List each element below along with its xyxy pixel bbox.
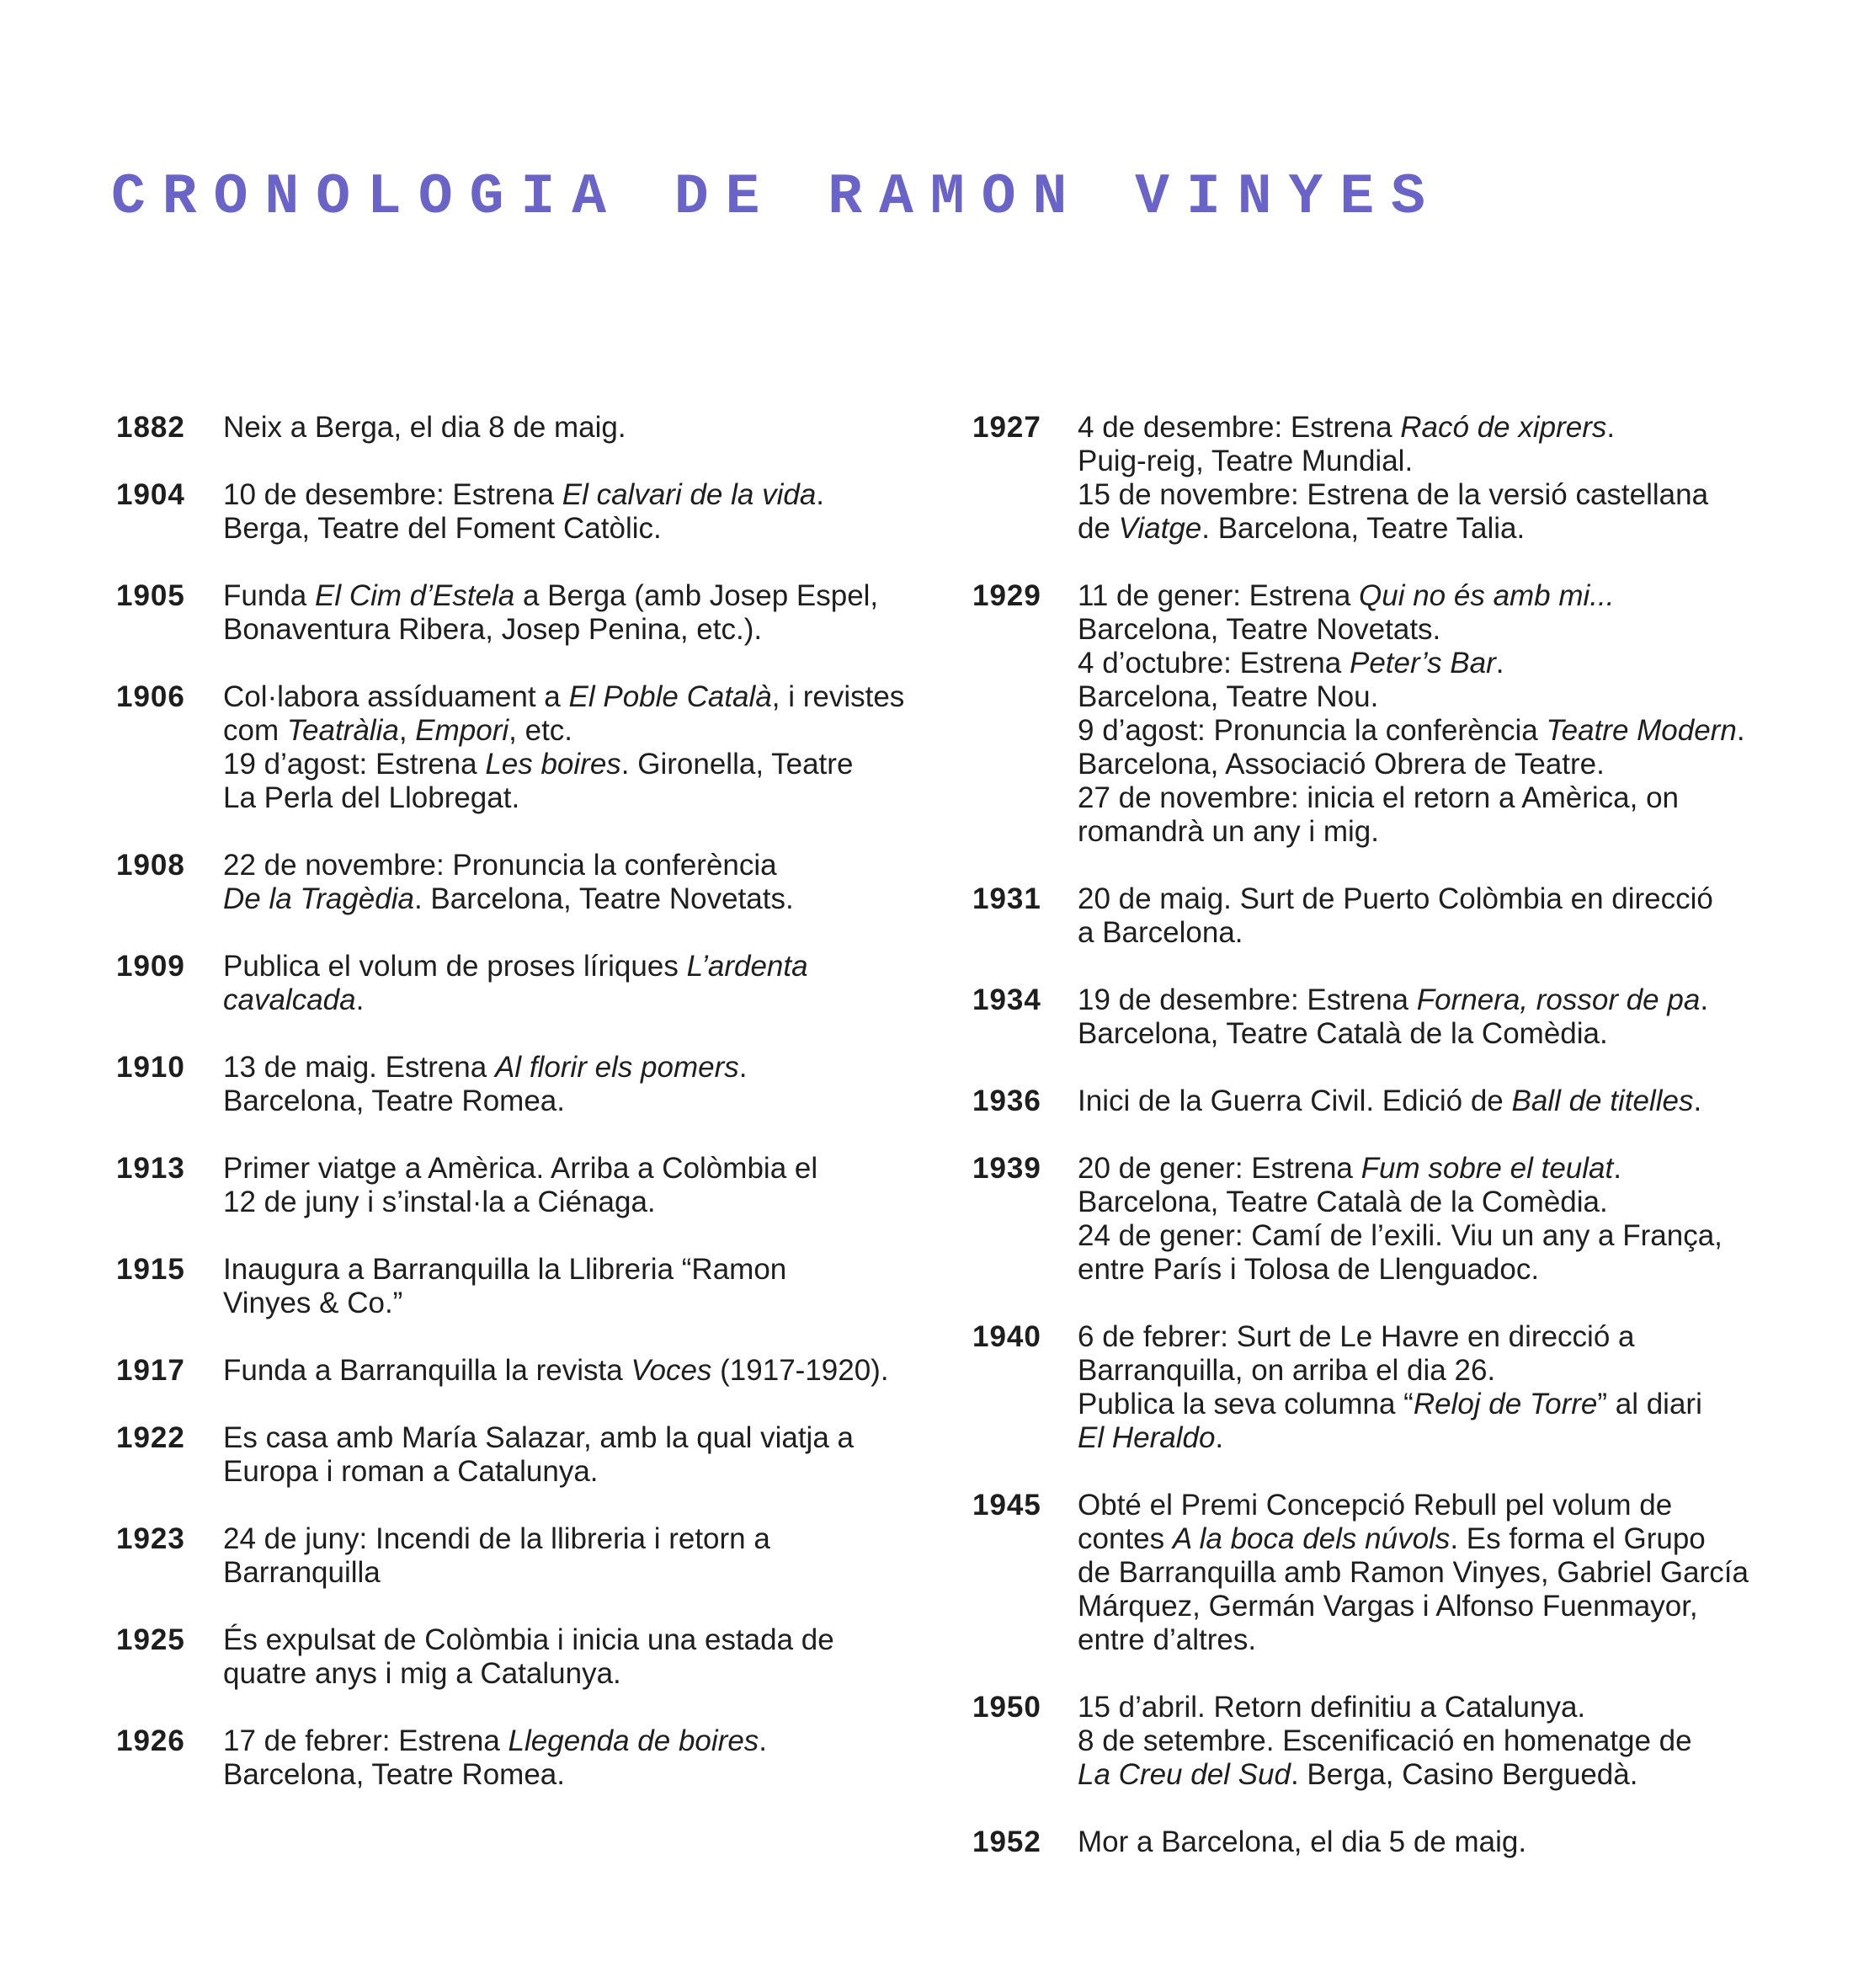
timeline-entry — [116, 1724, 941, 1792]
description-line — [1078, 1354, 1772, 1388]
description-line — [1078, 1017, 1772, 1051]
description-line — [1078, 1152, 1772, 1186]
text-segment: 27 de novembre: inicia el retorn a Amèrica, on — [1078, 781, 1679, 814]
text-segment: . — [355, 983, 365, 1016]
entry-description — [223, 1724, 941, 1792]
entry-description — [223, 1051, 941, 1118]
text-segment: 12 de juny i s’instal·la a Ciénaga. — [223, 1186, 656, 1218]
timeline-entry — [972, 1825, 1772, 1859]
work-title: A la boca dels núvols — [1172, 1522, 1451, 1555]
description-line — [223, 613, 941, 647]
text-segment: Barcelona, Teatre Català de la Comèdia. — [1078, 1017, 1608, 1050]
text-segment: Bonaventura Ribera, Josep Penina, etc.). — [223, 613, 763, 646]
text-segment: Mor a Barcelona, el dia 5 de maig. — [1078, 1825, 1527, 1858]
text-segment: Barcelona, Teatre Català de la Comèdia. — [1078, 1186, 1608, 1218]
text-segment: Inici de la Guerra Civil. Edició de — [1078, 1085, 1512, 1117]
text-segment: Barcelona, Associació Obrera de Teatre. — [1078, 748, 1605, 781]
text-segment: 22 de novembre: Pronuncia la conferència — [223, 849, 777, 882]
work-title: Ball de titelles — [1511, 1085, 1694, 1117]
text-segment: ” al diari — [1597, 1388, 1702, 1420]
description-line — [1078, 714, 1772, 748]
text-segment: 19 d’agost: Estrena — [223, 748, 486, 781]
work-title: L’ardenta — [686, 950, 808, 983]
entry-year: 1926 — [116, 1724, 185, 1757]
entry-year: 1922 — [116, 1421, 185, 1454]
description-line — [223, 1556, 941, 1590]
timeline-entry — [116, 1522, 941, 1590]
timeline-entry — [972, 1152, 1772, 1287]
entry-year: 1927 — [972, 411, 1041, 444]
work-title: Teatre Modern — [1546, 714, 1737, 747]
entry-year: 1906 — [116, 680, 185, 713]
text-segment: Publica el volum de proses líriques — [223, 950, 687, 983]
entry-description — [1078, 1320, 1772, 1455]
entry-year: 1931 — [972, 882, 1041, 915]
work-title: Fornera, rossor de pa — [1416, 983, 1701, 1016]
entry-description — [1078, 1152, 1772, 1287]
description-line — [223, 411, 941, 445]
description-line — [223, 1623, 941, 1657]
work-title: El Poble Català — [568, 680, 772, 713]
description-line — [223, 1186, 941, 1219]
description-line — [223, 1421, 941, 1455]
text-segment: . — [1700, 983, 1709, 1016]
timeline-entry — [972, 882, 1772, 950]
description-line — [223, 849, 941, 882]
description-line — [223, 1657, 941, 1691]
work-title: El Cim d’Estela — [314, 579, 515, 612]
text-segment: contes — [1078, 1522, 1173, 1555]
entry-year: 1904 — [116, 478, 185, 511]
work-title: La Creu del Sud — [1078, 1758, 1291, 1791]
timeline-right-column — [972, 411, 1772, 1893]
timeline-entry — [116, 411, 941, 445]
work-title: El calvari de la vida — [562, 478, 817, 511]
text-segment: de Barranquilla amb Ramon Vinyes, Gabriel García — [1078, 1556, 1749, 1589]
text-segment: com — [223, 714, 287, 747]
timeline-entry — [116, 1253, 941, 1320]
entry-description — [223, 680, 941, 815]
description-line — [223, 1085, 941, 1118]
text-segment: 4 de desembre: Estrena — [1078, 411, 1401, 444]
entry-description — [223, 579, 941, 647]
entry-year: 1925 — [116, 1623, 185, 1656]
timeline-entry — [972, 1691, 1772, 1792]
timeline-entry — [116, 680, 941, 815]
work-title: El Heraldo — [1078, 1421, 1216, 1454]
text-segment: 10 de desembre: Estrena — [223, 478, 562, 511]
description-line — [1078, 1085, 1772, 1118]
entry-year: 1915 — [116, 1253, 185, 1286]
entry-description — [1078, 579, 1772, 849]
text-segment: . Gironella, Teatre — [620, 748, 854, 781]
work-title: Al florir els pomers — [494, 1051, 739, 1084]
timeline-entry — [116, 1421, 941, 1489]
text-segment: . Barcelona, Teatre Novetats. — [413, 882, 794, 915]
text-segment: La Perla del Llobregat. — [223, 781, 520, 814]
description-line — [1078, 411, 1772, 445]
entry-description — [223, 1421, 941, 1489]
timeline-entry — [116, 1354, 941, 1388]
description-line — [223, 882, 941, 916]
page-title: CRONOLOGIA DE RAMON VINYES — [111, 165, 1442, 230]
text-segment: Obté el Premi Concepció Rebull pel volum de — [1078, 1489, 1673, 1522]
text-segment: 8 de setembre. Escenificació en homenatge de — [1078, 1724, 1692, 1757]
timeline-entry — [972, 1085, 1772, 1118]
text-segment: 20 de gener: Estrena — [1078, 1152, 1361, 1185]
text-segment: 17 de febrer: Estrena — [223, 1724, 509, 1757]
description-line — [1078, 882, 1772, 916]
work-title: Fum sobre el teulat — [1360, 1152, 1614, 1185]
text-segment: Es casa amb María Salazar, amb la qual viatja a — [223, 1421, 854, 1454]
text-segment: , etc. — [509, 714, 573, 747]
text-segment: Barcelona, Teatre Nou. — [1078, 680, 1379, 713]
entry-year: 1910 — [116, 1051, 185, 1084]
text-segment: 15 de novembre: Estrena de la versió castellana — [1078, 478, 1709, 511]
entry-year: 1917 — [116, 1354, 185, 1387]
text-segment: Primer viatge a Amèrica. Arriba a Colòmbia el — [223, 1152, 818, 1185]
description-line — [1078, 1219, 1772, 1253]
description-line — [1078, 1186, 1772, 1219]
timeline-entry — [116, 579, 941, 647]
timeline-entry — [972, 579, 1772, 849]
description-line — [223, 1724, 941, 1758]
description-line — [223, 983, 941, 1017]
entry-year: 1913 — [116, 1152, 185, 1185]
description-line — [223, 1287, 941, 1320]
entry-year: 1882 — [116, 411, 185, 444]
entry-description — [223, 1253, 941, 1320]
entry-description — [223, 478, 941, 546]
text-segment: Vinyes & Co.” — [223, 1287, 403, 1319]
description-line — [1078, 680, 1772, 714]
description-line — [223, 714, 941, 748]
text-segment: 19 de desembre: Estrena — [1078, 983, 1417, 1016]
work-title: cavalcada — [223, 983, 356, 1016]
entry-year: 1929 — [972, 579, 1041, 612]
entry-year: 1934 — [972, 983, 1041, 1016]
description-line — [1078, 445, 1772, 478]
work-title: Voces — [631, 1354, 712, 1387]
timeline-entry — [116, 1051, 941, 1118]
text-segment: de — [1078, 512, 1119, 545]
text-segment: . — [1693, 1085, 1702, 1117]
work-title: Qui no és amb mi... — [1359, 579, 1615, 612]
text-segment: 13 de maig. Estrena — [223, 1051, 495, 1084]
work-title: Peter’s Bar — [1349, 647, 1496, 680]
text-segment: . — [816, 478, 825, 511]
description-line — [1078, 1758, 1772, 1792]
text-segment: , — [398, 714, 416, 747]
text-segment: a Barcelona. — [1078, 916, 1243, 949]
description-line — [1078, 983, 1772, 1017]
timeline-entry — [116, 1152, 941, 1219]
text-segment: . — [738, 1051, 748, 1084]
entry-description — [223, 1623, 941, 1691]
description-line — [223, 781, 941, 815]
description-line — [223, 748, 941, 781]
timeline-entry — [972, 411, 1772, 546]
text-segment: romandrà un any i mig. — [1078, 815, 1379, 848]
description-line — [223, 1152, 941, 1186]
description-line — [1078, 1320, 1772, 1354]
text-segment: (1917-1920). — [711, 1354, 889, 1387]
entry-description — [1078, 1825, 1772, 1859]
entry-description — [1078, 983, 1772, 1051]
entry-year: 1950 — [972, 1691, 1041, 1724]
text-segment: Barcelona, Teatre Romea. — [223, 1085, 565, 1117]
text-segment: entre d’altres. — [1078, 1623, 1257, 1656]
work-title: Les boires — [485, 748, 621, 781]
description-line — [223, 950, 941, 983]
text-segment: . Es forma el Grupo — [1450, 1522, 1706, 1555]
description-line — [1078, 1421, 1772, 1455]
description-line — [1078, 781, 1772, 815]
timeline-left-column — [116, 411, 941, 1825]
text-segment: 24 de juny: Incendi de la llibreria i retorn a — [223, 1522, 770, 1555]
work-title: Empori — [415, 714, 509, 747]
entry-description — [1078, 882, 1772, 950]
entry-description — [1078, 1085, 1772, 1118]
description-line — [1078, 748, 1772, 781]
entry-year: 1945 — [972, 1489, 1041, 1522]
description-line — [223, 680, 941, 714]
text-segment: quatre anys i mig a Catalunya. — [223, 1657, 621, 1690]
text-segment: 9 d’agost: Pronuncia la conferència — [1078, 714, 1547, 747]
description-line — [1078, 1623, 1772, 1657]
description-line — [1078, 1724, 1772, 1758]
description-line — [223, 1051, 941, 1085]
text-segment: És expulsat de Colòmbia i inicia una estada de — [223, 1623, 834, 1656]
description-line — [223, 478, 941, 512]
text-segment: . — [1736, 714, 1745, 747]
description-line — [223, 1455, 941, 1489]
description-line — [1078, 1590, 1772, 1623]
timeline-entry — [972, 1320, 1772, 1455]
text-segment: Márquez, Germán Vargas i Alfonso Fuenmayor, — [1078, 1590, 1698, 1623]
text-segment: Berga, Teatre del Foment Catòlic. — [223, 512, 662, 545]
text-segment: Barranquilla — [223, 1556, 381, 1589]
entry-year: 1905 — [116, 579, 185, 612]
text-segment: Barcelona, Teatre Novetats. — [1078, 613, 1441, 646]
description-line — [1078, 647, 1772, 680]
description-line — [1078, 1522, 1772, 1556]
text-segment: Inaugura a Barranquilla la Llibreria “Ramon — [223, 1253, 787, 1286]
work-title: Reloj de Torre — [1413, 1388, 1598, 1420]
entry-year: 1908 — [116, 849, 185, 882]
description-line — [223, 1354, 941, 1388]
text-segment: Publica la seva columna “ — [1078, 1388, 1414, 1420]
description-line — [1078, 579, 1772, 613]
entry-description — [223, 1152, 941, 1219]
timeline-entry — [972, 1489, 1772, 1657]
entry-year: 1940 — [972, 1320, 1041, 1353]
entry-description — [223, 849, 941, 916]
entry-description — [1078, 1691, 1772, 1792]
timeline-entry — [972, 983, 1772, 1051]
timeline-entry — [116, 1623, 941, 1691]
timeline-entry — [116, 950, 941, 1017]
entry-description — [1078, 411, 1772, 546]
description-line — [223, 1253, 941, 1287]
description-line — [1078, 815, 1772, 849]
work-title: Llegenda de boires — [508, 1724, 759, 1757]
description-line — [223, 1522, 941, 1556]
text-segment: 15 d’abril. Retorn definitiu a Catalunya. — [1078, 1691, 1586, 1724]
work-title: Racó de xiprers — [1400, 411, 1607, 444]
description-line — [223, 512, 941, 546]
description-line — [1078, 1388, 1772, 1421]
timeline-entry — [116, 478, 941, 546]
description-line — [1078, 1253, 1772, 1287]
description-line — [223, 1758, 941, 1792]
text-segment: Neix a Berga, el dia 8 de maig. — [223, 411, 626, 444]
text-segment: , i revistes — [771, 680, 905, 713]
text-segment: . — [759, 1724, 768, 1757]
entry-year: 1909 — [116, 950, 185, 983]
timeline-entry — [116, 849, 941, 916]
description-line — [223, 579, 941, 613]
text-segment: 6 de febrer: Surt de Le Havre en direcció a — [1078, 1320, 1635, 1353]
work-title: De la Tragèdia — [223, 882, 414, 915]
text-segment: a Berga (amb Josep Espel, — [514, 579, 879, 612]
text-segment: . Berga, Casino Berguedà. — [1290, 1758, 1638, 1791]
entry-year: 1939 — [972, 1152, 1041, 1185]
text-segment: . — [1495, 647, 1504, 680]
text-segment: . — [1613, 1152, 1621, 1185]
entry-description — [223, 950, 941, 1017]
work-title: Teatràlia — [286, 714, 399, 747]
entry-year: 1923 — [116, 1522, 185, 1555]
entry-description — [1078, 1489, 1772, 1657]
text-segment: Europa i roman a Catalunya. — [223, 1455, 599, 1488]
text-segment: . — [1606, 411, 1616, 444]
text-segment: 24 de gener: Camí de l’exili. Viu un any a França, — [1078, 1219, 1723, 1252]
text-segment: . Barcelona, Teatre Talia. — [1201, 512, 1526, 545]
description-line — [1078, 478, 1772, 512]
text-segment: Barranquilla, on arriba el dia 26. — [1078, 1354, 1496, 1387]
description-line — [1078, 512, 1772, 546]
text-segment: 4 d’octubre: Estrena — [1078, 647, 1350, 680]
entry-year: 1936 — [972, 1085, 1041, 1117]
description-line — [1078, 613, 1772, 647]
work-title: Viatge — [1118, 512, 1202, 545]
text-segment: Funda a Barranquilla la revista — [223, 1354, 631, 1387]
entry-description — [223, 1522, 941, 1590]
description-line — [1078, 1691, 1772, 1724]
description-line — [1078, 1825, 1772, 1859]
text-segment: . — [1215, 1421, 1224, 1454]
entry-description — [223, 411, 941, 445]
entry-year: 1952 — [972, 1825, 1041, 1858]
text-segment: entre París i Tolosa de Llenguadoc. — [1078, 1253, 1540, 1286]
description-line — [1078, 916, 1772, 950]
description-line — [1078, 1489, 1772, 1522]
entry-description — [223, 1354, 941, 1388]
text-segment: 11 de gener: Estrena — [1078, 579, 1360, 612]
text-segment: 20 de maig. Surt de Puerto Colòmbia en direcció — [1078, 882, 1713, 915]
text-segment: Col·labora assíduament a — [223, 680, 569, 713]
text-segment: Puig-reig, Teatre Mundial. — [1078, 445, 1414, 477]
text-segment: Funda — [223, 579, 315, 612]
description-line — [1078, 1556, 1772, 1590]
text-segment: Barcelona, Teatre Romea. — [223, 1758, 565, 1791]
